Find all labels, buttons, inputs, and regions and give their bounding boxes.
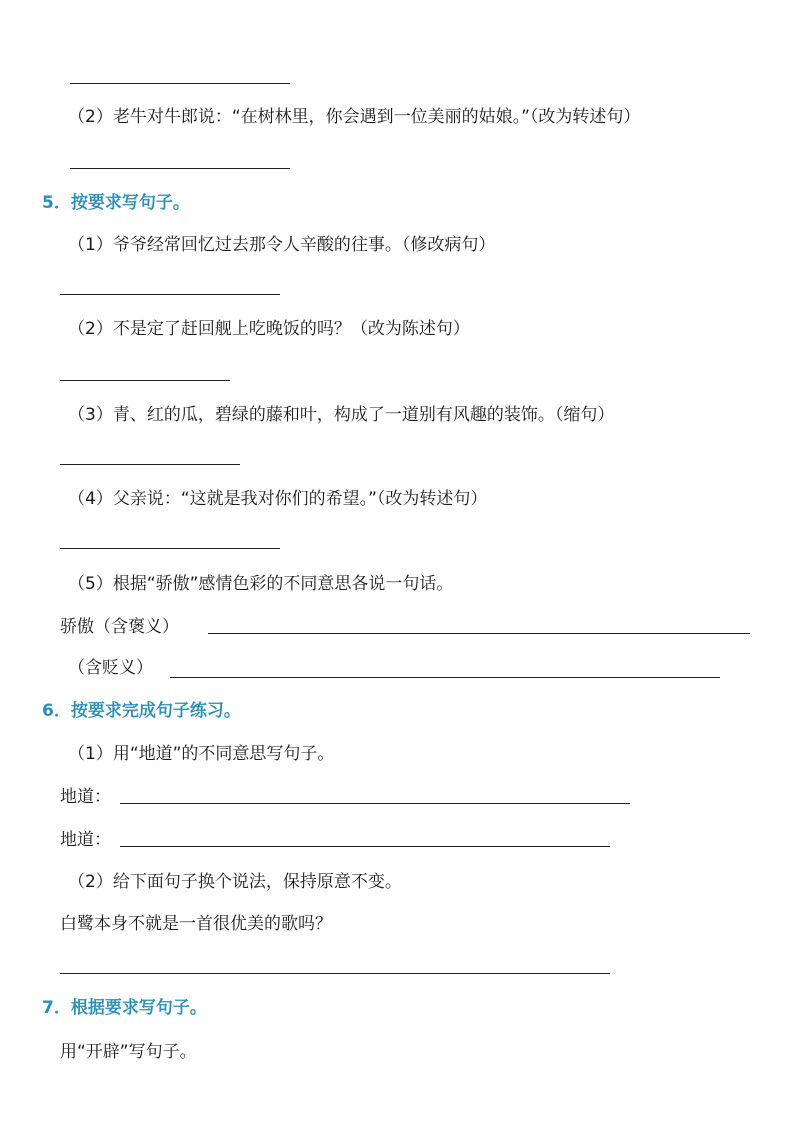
q5-item-4: （4）父亲说：“这就是我对你们的希望。”（改为转述句） — [68, 489, 488, 509]
q5-item-5: （5）根据“骄傲”感情色彩的不同意思各说一句话。 — [68, 574, 454, 594]
q6-item-1: （1）用“地道”的不同意思写句子。 — [68, 744, 335, 764]
q5-item-3: （3）青、红的瓜，碧绿的藤和叶，构成了一道别有风趣的装饰。（缩句） — [68, 405, 615, 425]
q6-item-2: （2）给下面句子换个说法，保持原意不变。 — [68, 872, 402, 892]
answer-line[interactable] — [60, 973, 610, 974]
q7-item-1: 用“开辟”写句子。 — [60, 1042, 197, 1062]
praise-label: 骄傲（含褒义） — [60, 617, 179, 637]
answer-line[interactable] — [60, 464, 240, 465]
praise-answer-line[interactable] — [208, 633, 750, 634]
didao-answer-line-2[interactable] — [120, 846, 610, 847]
q5-item-2: （2）不是定了赶回舰上吃晚饭的吗？（改为陈述句） — [68, 319, 470, 339]
didao-label-2: 地道： — [60, 830, 111, 850]
q7-heading: 7．根据要求写句子。 — [42, 998, 207, 1018]
answer-line[interactable] — [70, 168, 290, 169]
q4-item-2: （2）老牛对牛郎说：“在树林里，你会遇到一位美丽的姑娘。”（改为转述句） — [68, 107, 641, 127]
derogatory-answer-line[interactable] — [170, 677, 720, 678]
answer-line[interactable] — [60, 294, 280, 295]
didao-answer-line-1[interactable] — [120, 803, 630, 804]
derogatory-label: （含贬义） — [68, 658, 153, 678]
q5-item-1: （1）爷爷经常回忆过去那令人辛酸的往事。（修改病句） — [68, 235, 496, 255]
didao-label-1: 地道： — [60, 787, 111, 807]
q5-heading: 5．按要求写句子。 — [42, 193, 190, 213]
q6-sentence: 白鹭本身不就是一首很优美的歌吗？ — [60, 914, 332, 934]
answer-line[interactable] — [60, 380, 230, 381]
q6-heading: 6．按要求完成句子练习。 — [42, 701, 241, 721]
answer-line[interactable] — [70, 83, 290, 84]
answer-line[interactable] — [60, 548, 280, 549]
